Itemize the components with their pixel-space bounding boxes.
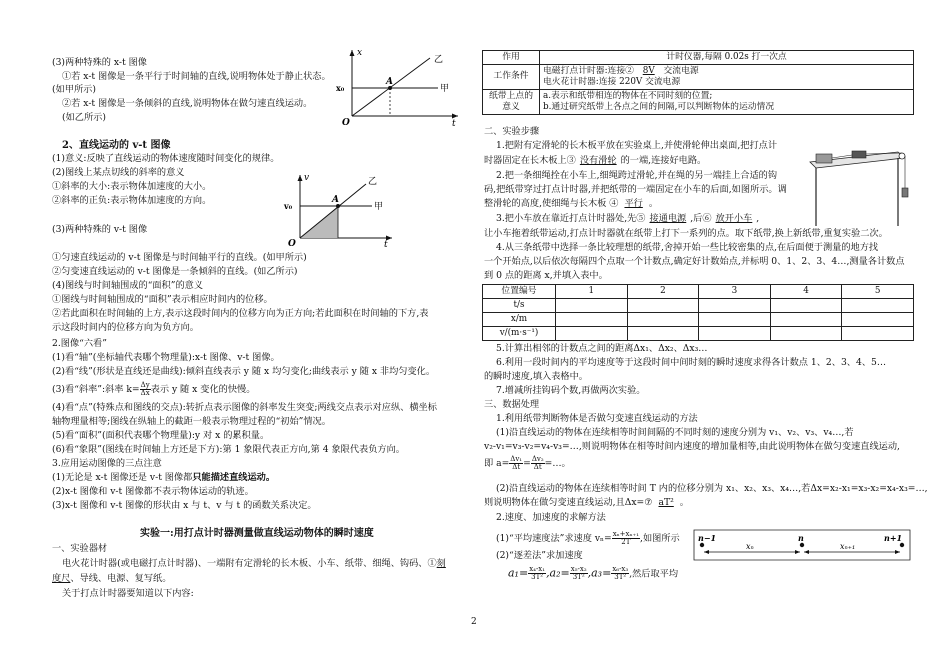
text-span: =	[523, 458, 531, 469]
fraction	[570, 566, 588, 581]
text-line: (如甲所示)	[52, 84, 96, 95]
table-cell	[842, 298, 914, 312]
text-span: (3)看“斜率”:斜率 k=	[52, 384, 140, 395]
tape-label-xn1: xₙ₊₁	[840, 542, 856, 551]
table-row	[483, 298, 914, 312]
text-line: 2.把一条细绳拴在小车上,细绳跨过滑轮,并在绳的另一端挂上合适的钩	[496, 170, 778, 181]
table-row	[483, 285, 914, 299]
text-line: ②斜率的正负:表示物体加速度的方向。	[52, 195, 212, 206]
table-cell	[556, 298, 628, 312]
table-row	[483, 51, 914, 65]
text-span: (1)无论是 x-t 图像还是 v-t 图像都	[52, 472, 193, 483]
frac-num: xₙ+xₙ₊₁	[612, 530, 640, 538]
table-cell	[842, 326, 914, 340]
text-line	[496, 213, 759, 225]
text-span: 则说明物体在做匀变速直线运动,且Δx=⑦	[484, 497, 653, 508]
text-line: 示这段时间内的位移方向为负方向。	[52, 322, 199, 333]
table-cell	[540, 89, 914, 114]
text-line: (如乙所示)	[62, 112, 106, 123]
tape-label-mid: n	[798, 533, 804, 543]
cell-line: b.通过研究纸带上各点之间的间隔,可以判断物体的运动情况	[543, 101, 775, 112]
text-line: 轴物理量相等;图线在纵轴上的截距一般表示物理过程的“初始”情况。	[52, 416, 331, 427]
frac-den: Δt	[533, 463, 542, 471]
text-span: ,后⑥	[690, 213, 712, 224]
text-span: =…。	[544, 458, 571, 469]
text-span: 即 a=	[484, 458, 510, 469]
text-line: 2.速度、加速度的求解方法	[496, 512, 606, 523]
text-span: 表示 y 随 x 变化的快慢。	[150, 384, 256, 395]
text-span: 电磁打点计时器:连接②	[543, 65, 634, 76]
tape-label-left: n−1	[698, 533, 717, 543]
text-line: 5.计算出相邻的计数点之间的距离Δx₁、Δx₂、Δx₃…	[496, 343, 708, 354]
text-span: ,a₃=	[587, 566, 612, 580]
text-span: ,a₂=	[546, 566, 570, 580]
row-label: t/s	[483, 298, 556, 312]
text-line	[484, 497, 689, 509]
timer-info-table	[482, 50, 914, 115]
text-line: (4)看“点”(特殊点和图线的交点):转折点表示图像的斜率发生突变;两线交点表示对应纵、横坐标	[52, 402, 437, 413]
text-line: 一、实验器材	[52, 543, 108, 554]
vt-y-axis-label: v	[304, 173, 310, 183]
frac-num: x₄-x₁	[529, 565, 546, 573]
tape-label-xn: xₙ	[746, 542, 754, 551]
blank-answer: aT²	[658, 497, 674, 508]
apparatus-illustration	[806, 136, 916, 236]
cell-line: 电火花计时器:连接 220V 交流电源	[543, 76, 681, 87]
cell-line: a.表示和纸带相连的物体在不同时刻的位置;	[543, 90, 713, 101]
xt-graph	[330, 44, 465, 126]
vt-graph	[280, 170, 400, 248]
blank-answer: 度尺	[52, 573, 71, 584]
blank-answer: 没有滑轮	[579, 155, 617, 166]
text-line: v₂-v₁=v₃-v₂=v₄-v₃=…,则说明物体在相等时间内速度的增加量相等,由此说明物体在做匀变速直线运动,	[484, 441, 900, 452]
difference-formula	[508, 566, 678, 581]
text-span: 整滑轮的高度,使细绳与长木板 ④	[484, 198, 619, 209]
text-line	[52, 573, 171, 585]
table-cell	[556, 312, 628, 326]
text-line	[496, 531, 680, 546]
slope-fraction	[140, 382, 151, 397]
table-cell: 作用	[483, 51, 540, 65]
text-span: 、导线、电源、复写纸。	[70, 573, 172, 584]
table-cell	[627, 298, 699, 312]
table-cell	[770, 326, 842, 340]
xt-special-title: (3)两种特殊的 x-t 图像	[52, 57, 147, 68]
table-cell	[556, 326, 628, 340]
text-line	[484, 456, 571, 471]
vt-heading: 2、直线运动的 v-t 图像	[62, 140, 171, 151]
table-row	[483, 89, 914, 114]
text-span: 。	[648, 198, 659, 209]
text-span: ,	[756, 213, 760, 224]
frac-den: 3T²	[572, 573, 585, 581]
text-line: 1.把附有定滑轮的长木板平放在实验桌上,并使滑轮伸出桌面,把打点计	[496, 140, 778, 151]
tape-segment-diagram	[690, 524, 915, 566]
table-cell	[842, 312, 914, 326]
text-line: (2)“逐差法”求加速度	[496, 550, 583, 561]
text-line: ②匀变速直线运动的 v-t 图像是一条倾斜的直线。(如乙所示)	[52, 266, 298, 277]
table-row	[483, 312, 914, 326]
text-line	[484, 155, 706, 167]
frac-den: Δx	[140, 389, 150, 397]
text-line: 7.增减所挂钩码个数,再做两次实验。	[496, 385, 646, 396]
text-span: ,如图所示	[640, 533, 680, 544]
frac-num: Δv₂	[531, 455, 544, 463]
text-span: 时器固定在长木板上③	[484, 155, 576, 166]
text-line: (3)x-t 图像和 v-t 图像的形状由 x 与 t、v 与 t 的函数关系决定。	[52, 500, 317, 511]
text-span: (1)“平均速度法”求速度 vₙ=	[496, 533, 612, 544]
measurement-table	[482, 284, 914, 341]
fraction	[531, 456, 545, 471]
text-line: 二、实验步骤	[484, 126, 540, 137]
text-line: (2)沿直线运动的物体在连续相等时间 T 内的位移分别为 x₁、x₂、x₃、x₄…,若Δx=x₂-x₁=x₃-x₂=x₄-x₃=…,	[496, 483, 928, 494]
frac-den: 3T²	[531, 573, 544, 581]
xt-x-axis-label: t	[452, 119, 456, 126]
text-line: (3)两种特殊的 v-t 图像	[52, 224, 148, 235]
table-header: 位置编号	[483, 285, 556, 299]
table-header: 3	[699, 285, 771, 299]
table-cell	[770, 298, 842, 312]
vt-point-label: A	[332, 195, 339, 205]
text-line: (1)意义:反映了直线运动的物体速度随时间变化的规律。	[52, 153, 280, 164]
table-header: 5	[842, 285, 914, 299]
table-cell: 纸带上点的意义	[483, 89, 540, 114]
text-line	[52, 472, 275, 484]
text-line: (2)图线上某点切线的斜率的意义	[52, 167, 185, 178]
text-line: ①匀速直线运动的 v-t 图像是与时间轴平行的直线。(如甲所示)	[52, 252, 307, 263]
text-line: 三、数据处理	[484, 399, 540, 410]
vt-origin-label: O	[288, 239, 296, 248]
text-line: 4.从三条纸带中选择一条比较理想的纸带,舍掉开始一些比较密集的点,在后面便于测量的地方找	[496, 242, 879, 253]
vt-line1-label: 甲	[374, 202, 384, 212]
table-cell: 工作条件	[483, 64, 540, 89]
fraction	[612, 531, 640, 546]
fraction	[509, 456, 523, 471]
frac-num: Δy	[140, 381, 150, 389]
xt-y-axis-label: x	[357, 48, 363, 58]
xt-line1-label: 甲	[440, 84, 450, 94]
text-line: (2)看“线”(形状是直线还是曲线):倾斜直线表示 y 随 x 均匀变化;曲线表示 y 随 x 非均匀变化。	[52, 366, 436, 377]
blank-answer: 刻	[436, 558, 446, 569]
frac-num: x₆-x₃	[612, 565, 629, 573]
frac-num: x₅-x₂	[570, 565, 587, 573]
text-line: ②若此面积在时间轴的上方,表示这段时间内的位移方向为正方向;若此面积在时间轴的下方,表	[52, 308, 429, 319]
table-row	[483, 326, 914, 340]
text-line: 让小车拖着纸带运动,打点计时器就在纸带上打下一系列的点。取下纸带,换上新纸带,重复实验二次。	[484, 228, 888, 239]
table-cell	[699, 312, 771, 326]
blank-answer: 平行	[624, 198, 643, 209]
text-span: 交流电源	[663, 65, 699, 76]
frac-num: Δv₁	[510, 455, 523, 463]
text-line	[62, 558, 446, 570]
page-number: 2	[471, 617, 477, 627]
text-line: 3.应用运动图像的三点注意	[52, 458, 162, 469]
vt-line2-label: 乙	[368, 177, 378, 187]
text-span: 3.把小车放在靠近打点计时器处,先⑤	[496, 213, 646, 224]
row-label: v/(m·s⁻¹)	[483, 326, 556, 340]
text-line: 1.利用纸带判断物体是否做匀变速直线运动的方法	[496, 413, 698, 424]
tape-label-right: n+1	[884, 533, 903, 543]
text-span: ,然后取平均	[629, 568, 679, 580]
text-line: (1)沿直线运动的物体在连续相等时间间隔的不同时刻的速度分别为 v₁、v₂、v₃、v₄…,若	[496, 427, 854, 438]
text-span: a₁=	[508, 566, 529, 580]
text-line: 的瞬时速度,填入表格中。	[484, 371, 588, 382]
row-label: x/m	[483, 312, 556, 326]
table-cell	[540, 64, 914, 89]
text-line: (5)看“面积”(面积代表哪个物理量):y 对 x 的累积量。	[52, 430, 270, 441]
text-line: ①斜率的大小:表示物体加速度的大小。	[52, 181, 212, 192]
cell-line	[543, 66, 910, 77]
table-cell	[627, 312, 699, 326]
table-cell	[627, 326, 699, 340]
slope-line	[52, 382, 255, 397]
fraction	[528, 566, 546, 581]
text-span: 电火花计时器(或电磁打点计时器)、一端附有定滑轮的长木板、小车、纸带、细绳、钩码、①	[62, 558, 437, 569]
bold-span: 只能描述直线运动。	[192, 472, 276, 483]
frac-den: 3T²	[614, 573, 627, 581]
table-header: 2	[627, 285, 699, 299]
text-line: (1)看“轴”(坐标轴代表哪个物理量):x-t 图像、v-t 图像。	[52, 352, 280, 363]
fraction	[611, 566, 629, 581]
text-span: 。	[679, 497, 689, 508]
text-line: 到 0 点的距离 x,并填入表中。	[484, 270, 608, 281]
table-cell	[699, 298, 771, 312]
text-line: ②若 x-t 图像是一条倾斜的直线,说明物体在做匀速直线运动。	[62, 98, 313, 109]
text-span: 的一端,连接好电路。	[620, 155, 707, 166]
xt-point-label: A	[386, 77, 393, 87]
text-line: (6)看“象限”(图线在时间轴上方还是下方):第 1 象限代表正方向,第 4 象限代表负方向。	[52, 444, 405, 455]
text-line: 关于打点计时器要知道以下内容:	[62, 588, 194, 599]
text-line	[484, 198, 658, 210]
text-line: 6.利用一段时间内的平均速度等于这段时间中间时刻的瞬时速度求得各计数点 1、2、3、4、5…	[496, 357, 887, 368]
table-row	[483, 64, 914, 89]
blank-answer: 放开小车	[715, 213, 753, 224]
table-header: 4	[770, 285, 842, 299]
text-line: 2.图像“六看”	[52, 338, 107, 349]
table-cell: 计时仪器,每隔 0.02s 打一次点	[540, 51, 914, 65]
blank-answer: 8V	[642, 65, 655, 76]
text-line: ①图线与时间轴围成的“面积”表示相应时间内的位移。	[52, 294, 273, 305]
xt-line2-label: 乙	[434, 55, 444, 65]
xt-x0-label: x₀	[336, 83, 345, 93]
vt-v0-label: v₀	[284, 201, 293, 211]
xt-origin-label: O	[342, 118, 350, 126]
table-cell	[770, 312, 842, 326]
text-line: 一个开始点,以后依次每隔四个点取一个计数点,确定好计数始点,并标明 0、1、2、3、4…,测量各计数点	[484, 256, 905, 267]
frac-den: 2T	[621, 538, 631, 546]
text-line: (2)x-t 图像和 v-t 图像都不表示物体运动的轨迹。	[52, 486, 254, 497]
text-line: ①若 x-t 图像是一条平行于时间轴的直线,说明物体处于静止状态。	[62, 71, 331, 82]
frac-den: Δt	[512, 463, 521, 471]
table-header: 1	[556, 285, 628, 299]
vt-x-axis-label: t	[384, 240, 388, 248]
text-line: 码,把纸带穿过打点计时器,并把纸带的一端固定在小车的后面,如图所示。调	[484, 184, 787, 195]
blank-answer: 接通电源	[649, 213, 687, 224]
text-line: (4)图线与时间轴围成的“面积”的意义	[52, 280, 204, 291]
experiment-title: 实验一:用打点计时器测量做直线运动物体的瞬时速度	[140, 528, 374, 539]
table-cell	[699, 326, 771, 340]
